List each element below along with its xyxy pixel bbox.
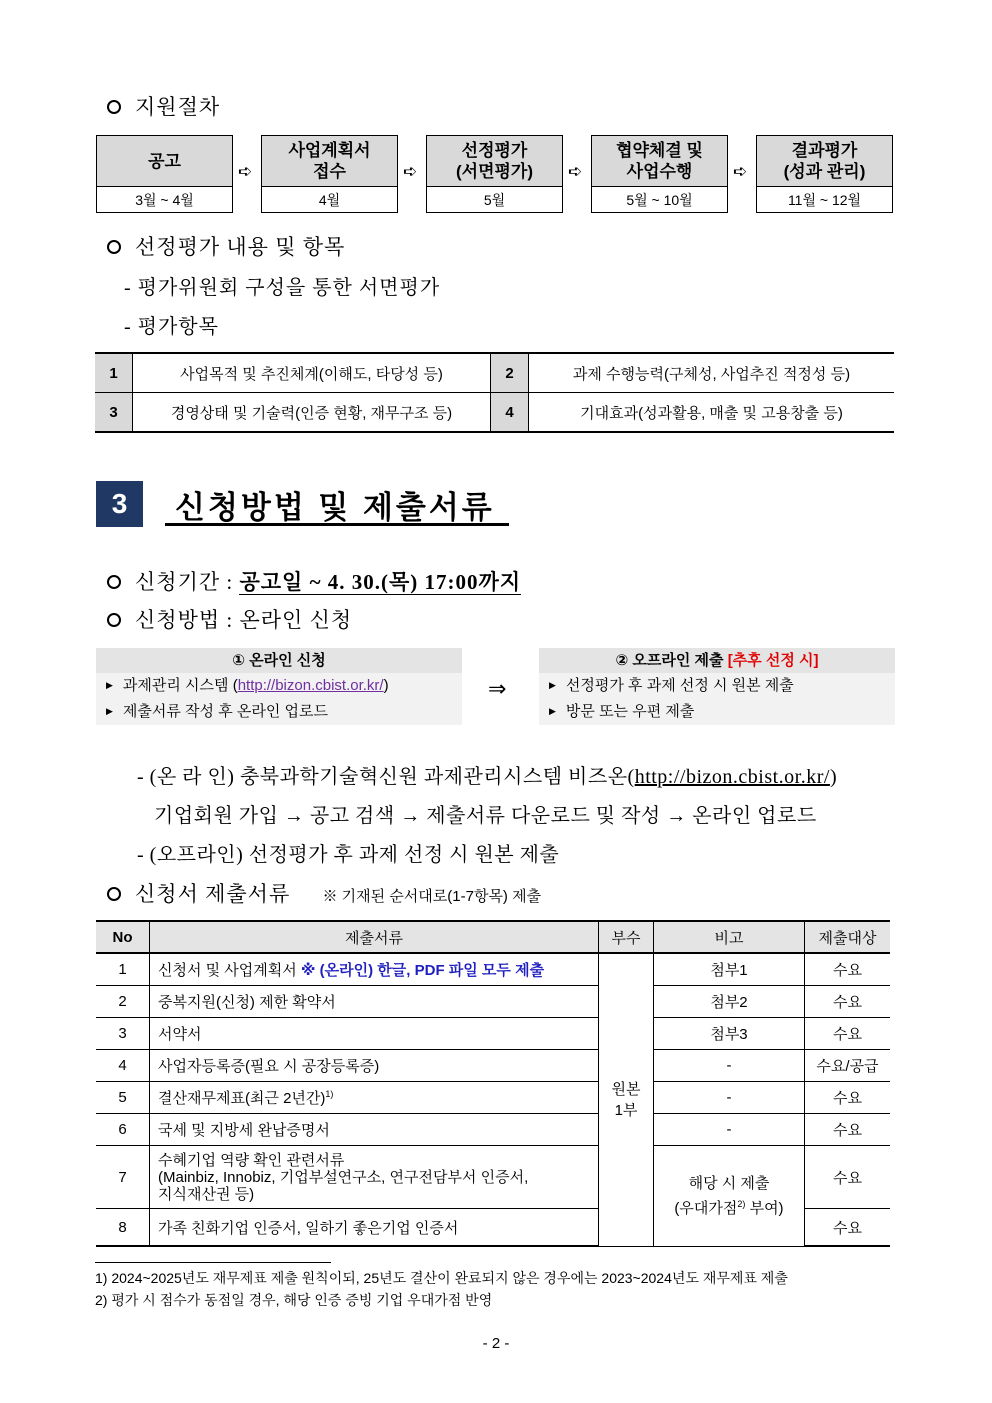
row-document: 중복지원(신청) 제한 확약서 <box>150 986 599 1018</box>
item-number: 3 <box>95 393 133 433</box>
evaluation-header: 선정평가 내용 및 항목 <box>107 231 345 261</box>
page-number: - 2 - <box>482 1335 510 1352</box>
item-number: 4 <box>491 393 529 433</box>
procedure-header: 지원절차 <box>107 91 220 121</box>
table-header-row <box>96 921 890 953</box>
online-description: - (온 라 인) 충북과학기술혁신원 과제관리시스템 비즈온(http://bizon.cbist.or.kr/) <box>137 766 838 788</box>
row-target: 수요 <box>805 1114 891 1146</box>
row-target: 수요/공급 <box>805 1050 891 1082</box>
row-document-note: ※ (온라인) 한글, PDF 파일 모두 제출 <box>300 962 545 979</box>
col-copies: 부수 <box>599 921 654 953</box>
online-box-line-2: ▶ 제출서류 작성 후 온라인 업로드 <box>106 703 328 720</box>
row-remark: - <box>654 1114 805 1146</box>
row-document: 결산재무제표(최근 2년간)$^{1)}$ <box>150 1082 599 1114</box>
step-period: 5월 ~ 10월 <box>591 187 728 213</box>
col-document: 제출서류 <box>150 921 599 953</box>
row-remark: - <box>654 1050 805 1082</box>
row-remark: - <box>654 1082 805 1114</box>
copies-merged: 원본 1부 <box>599 953 654 1246</box>
table-row <box>96 1018 890 1050</box>
bizon-desc-link[interactable]: http://bizon.cbist.or.kr/ <box>634 766 830 788</box>
step-title: 선정평가 (서면평가) <box>426 135 563 187</box>
online-box-title: ① 온라인 신청 <box>96 648 462 673</box>
footnote-1: 1) 2024~2025년도 재무제표 제출 원칙이되, 25년도 결산이 완료되지 않은 경우에는 2023~2024년도 재무제표 제출 <box>95 1270 788 1286</box>
bizon-link[interactable]: http://bizon.cbist.or.kr/ <box>237 677 384 694</box>
section-number: 3 <box>96 481 143 527</box>
section-title: 신청방법 및 제출서류 <box>165 482 509 526</box>
row-target: 수요 <box>805 986 891 1018</box>
row-remark: 첨부1 <box>654 953 805 986</box>
offline-description: - (오프라인) 선정평가 후 과제 선정 시 원본 제출 <box>137 844 560 866</box>
col-target: 제출대상 <box>805 921 891 953</box>
row-target: 수요 <box>805 953 891 986</box>
step-period: 3월 ~ 4월 <box>96 187 233 213</box>
footnote-2: 2) 평가 시 점수가 동점일 경우, 해당 인증 증빙 기업 우대가점 반영 <box>95 1292 493 1308</box>
row-document: 가족 친화기업 인증서, 일하기 좋은기업 인증서 <box>150 1209 599 1247</box>
offline-box-line-1: ▶ 선정평가 후 과제 선정 시 원본 제출 <box>549 677 794 694</box>
item-text: 경영상태 및 기술력(인증 현황, 재무구조 등) <box>133 393 491 433</box>
step-1 <box>96 135 233 213</box>
flow-arrow-icon: ➪ <box>238 162 253 181</box>
row-remark: 첨부3 <box>654 1018 805 1050</box>
documents-header: 신청서 제출서류 ※ 기재된 순서대로(1-7항목) 제출 <box>107 878 541 908</box>
item-text: 사업목적 및 추진체계(이해도, 타당성 등) <box>133 353 491 393</box>
evaluation-items-table <box>95 352 894 433</box>
step-period: 5월 <box>426 187 563 213</box>
triangle-bullet-icon: ▶ <box>106 706 113 716</box>
table-row <box>95 353 894 393</box>
flow-arrow-icon: ➪ <box>733 162 748 181</box>
row-no: 4 <box>96 1050 150 1082</box>
triangle-bullet-icon: ▶ <box>549 706 556 716</box>
item-text: 과제 수행능력(구체성, 사업추진 적정성 등) <box>529 353 895 393</box>
circle-bullet-icon <box>107 613 121 627</box>
step-period: 4월 <box>261 187 398 213</box>
item-number: 2 <box>491 353 529 393</box>
row-document: 사업자등록증(필요 시 공장등록증) <box>150 1050 599 1082</box>
row-no: 5 <box>96 1082 150 1114</box>
remark-merged: 해당 시 제출 (우대가점$^{2)}$ 부여) <box>654 1146 805 1247</box>
row-document: 신청서 및 사업계획서 ※ (온라인) 한글, PDF 파일 모두 제출 <box>150 953 599 986</box>
col-remark: 비고 <box>654 921 805 953</box>
step-title: 결과평가 (성과 관리) <box>756 135 893 187</box>
table-row <box>96 986 890 1018</box>
step-5 <box>756 135 893 213</box>
offline-box-line-2: ▶ 방문 또는 우편 제출 <box>549 703 695 720</box>
row-no: 6 <box>96 1114 150 1146</box>
table-row <box>96 1114 890 1146</box>
row-no: 2 <box>96 986 150 1018</box>
application-method: 신청방법 : 온라인 신청 <box>107 604 352 634</box>
evaluation-line-2: - 평가항목 <box>124 316 219 338</box>
documents-table <box>96 920 890 1247</box>
step-title: 공고 <box>96 135 233 187</box>
triangle-bullet-icon: ▶ <box>549 680 556 690</box>
online-box-line-1: ▶ 과제관리 시스템 (http://bizon.cbist.or.kr/) <box>106 677 389 694</box>
application-period-value: 공고일 ~ 4. 30.(목) 17:00까지 <box>239 570 522 594</box>
offline-box <box>539 648 895 725</box>
circle-bullet-icon <box>107 887 121 901</box>
flow-arrow-icon: ➪ <box>403 162 418 181</box>
step-period: 11월 ~ 12월 <box>756 187 893 213</box>
triangle-bullet-icon: ▶ <box>106 680 113 690</box>
row-document: 국세 및 지방세 완납증명서 <box>150 1114 599 1146</box>
step-2 <box>261 135 398 213</box>
circle-bullet-icon <box>107 100 121 114</box>
row-document: 수혜기업 역량 확인 관련서류 (Mainbiz, Innobiz, 기업부설연구소, 연구전담부서 인증서, 지식재산권 등) <box>150 1146 599 1209</box>
table-row <box>96 1082 890 1114</box>
circle-bullet-icon <box>107 240 121 254</box>
step-title: 협약체결 및 사업수행 <box>591 135 728 187</box>
table-row <box>96 953 890 986</box>
row-target: 수요 <box>805 1082 891 1114</box>
documents-note: ※ 기재된 순서대로(1-7항목) 제출 <box>322 888 542 905</box>
circle-bullet-icon <box>107 575 121 589</box>
row-no: 7 <box>96 1146 150 1209</box>
table-row <box>95 393 894 433</box>
col-no: No <box>96 921 150 953</box>
row-no: 8 <box>96 1209 150 1247</box>
step-4 <box>591 135 728 213</box>
table-row <box>96 1146 890 1209</box>
row-no: 3 <box>96 1018 150 1050</box>
flow-arrow-icon: ➪ <box>568 162 583 181</box>
step-title: 사업계획서 접수 <box>261 135 398 187</box>
application-period: 신청기간 : 공고일 ~ 4. 30.(목) 17:00까지 <box>107 566 521 596</box>
evaluation-line-1: - 평가위원회 구성을 통한 서면평가 <box>124 277 441 299</box>
table-row <box>96 1050 890 1082</box>
row-no: 1 <box>96 953 150 986</box>
item-text: 기대효과(성과활용, 매출 및 고용창출 등) <box>529 393 895 433</box>
offline-box-title: ② 오프라인 제출 [추후 선정 시] <box>539 648 895 673</box>
row-target: 수요 <box>805 1146 891 1209</box>
footnote-divider <box>95 1262 331 1263</box>
row-target: 수요 <box>805 1018 891 1050</box>
row-document: 서약서 <box>150 1018 599 1050</box>
online-description-steps: 기업회원 가입 → 공고 검색 → 제출서류 다운로드 및 작성 → 온라인 업로드 <box>154 805 817 827</box>
row-target: 수요 <box>805 1209 891 1247</box>
row-remark: 첨부2 <box>654 986 805 1018</box>
step-3 <box>426 135 563 213</box>
item-number: 1 <box>95 353 133 393</box>
double-arrow-icon: ⇒ <box>488 676 507 701</box>
online-box <box>96 648 462 725</box>
